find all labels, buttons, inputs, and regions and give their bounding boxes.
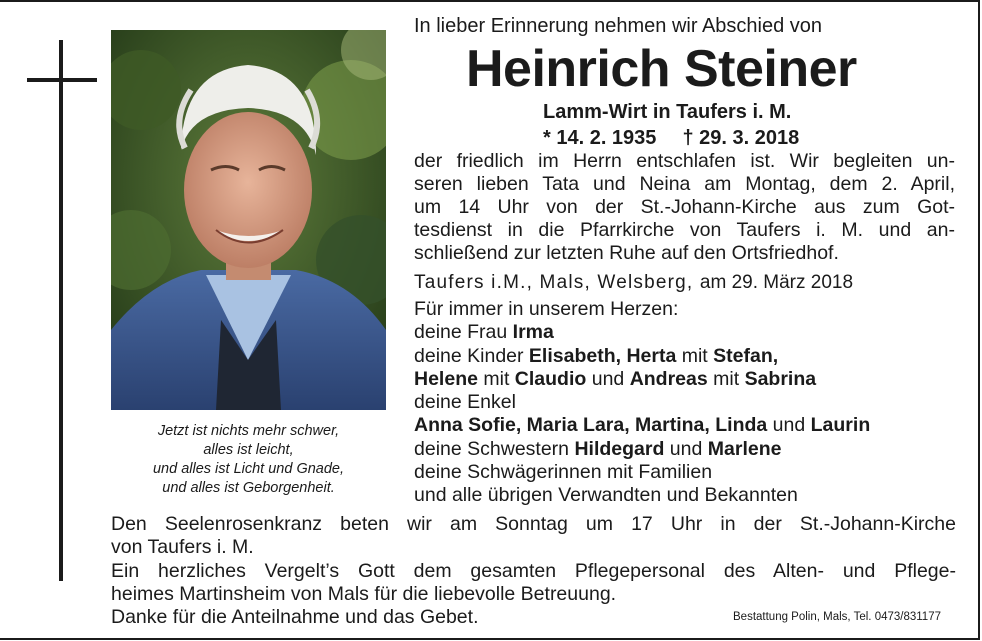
announcement-paragraph [414,150,955,265]
deceased-name: Heinrich Steiner [466,40,857,98]
mourner-name: Claudio [514,367,587,390]
birth-date: * 14. 2. 1935 [543,127,657,149]
mourners-heading: Für immer in unserem Herzen: [414,298,679,320]
mourner-line: deine Enkel [414,391,516,414]
mourner-line [414,414,870,437]
closing-line: heimes Martinsheim von Mals für die liebevolle Betreuung. [111,582,617,605]
closing-line: Ein herzliches Vergelt’s Gott dem gesamten Pflegepersonal des Alten- und Pflege- [111,559,956,582]
cross-symbol-bar [27,78,97,82]
connector: und [669,437,703,460]
undertaker-credit: Bestattung Polin, Mals, Tel. 0473/831177 [733,611,941,623]
place-names: Taufers i.M., Mals, Welsberg, [414,272,694,293]
memorial-poem [111,422,386,498]
connector: mit [681,344,708,367]
connector: mit [713,367,740,390]
mourner-line [414,345,870,368]
mourner-line: deine Schwägerinnen mit Familien [414,461,713,484]
poem-line: und alles ist Geborgenheit. [162,480,335,496]
poem-line: alles ist leicht, [203,442,294,458]
mourner-name: Andreas [629,367,708,390]
poem-line: und alles ist Licht und Gnade, [152,461,345,477]
mourners-list [414,298,870,508]
mourner-line [414,368,870,391]
connector: mit [483,367,510,390]
mourner-name: Stefan, [713,344,779,367]
closing-line: Den Seelenrosenkranz beten wir am Sonntag um 17 Uhr in der St.-Johann-Kirche [111,513,956,535]
closing-line: Danke für die Anteilnahme und das Gebet. [111,606,479,629]
mourner-name: Marlene [707,437,782,460]
death-date: † 29. 3. 2018 [682,127,800,149]
announcement-line: der friedlich im Herrn entschlafen ist. Wir begleiten un- [414,150,955,172]
mourner-name: Hildegard [574,437,665,460]
relation-label: deine Frau [414,321,508,344]
relation-label: deine Schwestern [414,437,570,460]
mourner-name: Sabrina [744,367,817,390]
connector: und [591,367,625,390]
cross-symbol [59,40,63,581]
mourner-line [414,321,870,344]
life-dates [543,127,799,150]
mourner-name: Helene [414,367,478,390]
mourner-name: Elisabeth, Herta [528,344,677,367]
closing-line: von Taufers i. M. [111,536,254,559]
poem-line: Jetzt ist nichts mehr schwer, [157,423,340,439]
mourner-name: Laurin [810,414,871,437]
relation-label: deine Kinder [414,344,524,367]
place-date [414,271,853,294]
mourner-line [414,438,870,461]
announcement-line: tesdienst in die Pfarrkirche von Taufers i. M. und an- [414,219,955,241]
announcement-line: schließend zur letzten Ruhe auf den Ortsfriedhof. [414,242,839,264]
connector: und [772,414,806,437]
announcement-line: seren lieben Tata und Neina am Montag, dem 2. April, [414,173,955,195]
occupation: Lamm-Wirt in Taufers i. M. [543,101,792,123]
intro-text: In lieber Erinnerung nehmen wir Abschied von [414,15,823,37]
mourner-name: Irma [512,321,554,344]
mourner-line: und alle übrigen Verwandten und Bekannten [414,484,798,507]
mourner-name: Anna Sofie, Maria Lara, Martina, Linda [414,414,768,437]
announcement-line: um 14 Uhr von der St.-Johann-Kirche aus zum Got- [414,196,955,218]
portrait-photo [111,30,386,410]
notice-date: am 29. März 2018 [699,272,854,293]
